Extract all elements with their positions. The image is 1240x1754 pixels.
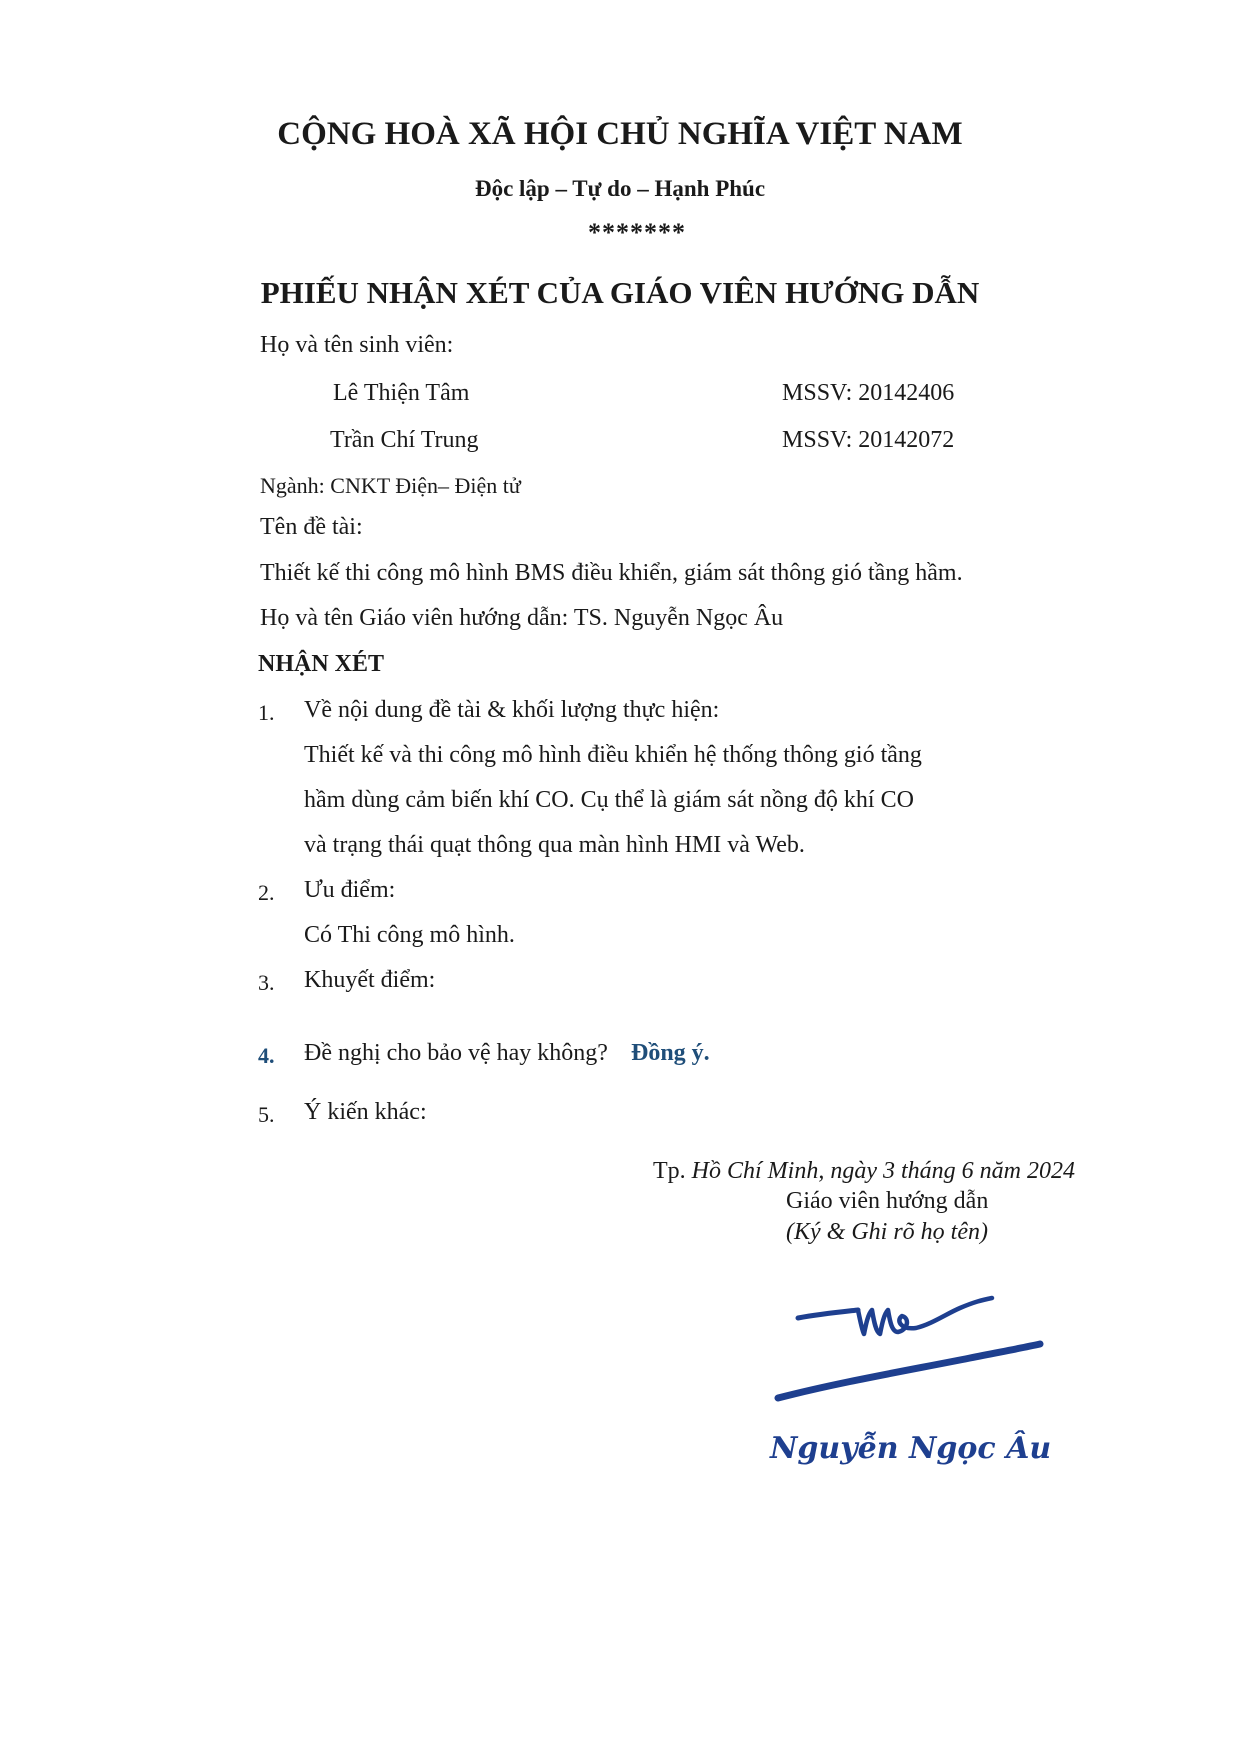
signature-note: (Ký & Ghi rõ họ tên) (786, 1219, 988, 1245)
place-prefix: Tp. (653, 1158, 686, 1184)
item-2-label: Ưu điểm: (304, 877, 396, 903)
national-motto: Độc lập – Tự do – Hạnh Phúc (474, 176, 766, 201)
content-line-1: Thiết kế và thi công mô hình điều khiển hệ thống thông gió tầng (304, 742, 922, 768)
defense-answer: Đồng ý. (631, 1040, 710, 1066)
student-id-1: MSSV: 20142406 (782, 380, 955, 406)
students-label: Họ và tên sinh viên: (260, 332, 454, 358)
student-name-1: Lê Thiện Tâm (333, 380, 470, 406)
content-line-3: và trạng thái quạt thông qua màn hình HMI và Web. (304, 832, 805, 858)
form-title: PHIẾU NHẬN XÉT CỦA GIÁO VIÊN HƯỚNG DẪN (260, 275, 980, 310)
content-line-2: hầm dùng cảm biến khí CO. Cụ thể là giám sát nồng độ khí CO (304, 787, 914, 813)
signed-name: Nguyễn Ngọc Âu (770, 1431, 1052, 1466)
date-line (653, 1158, 1075, 1185)
item-3-number: 3. (258, 970, 275, 995)
strength-text: Có Thi công mô hình. (304, 922, 515, 948)
topic-label: Tên đề tài: (260, 514, 363, 540)
advisor-line: Họ và tên Giáo viên hướng dẫn: TS. Nguyễn Ngọc Âu (260, 605, 784, 631)
student-id-2: MSSV: 20142072 (782, 427, 955, 453)
item-2-number: 2. (258, 880, 275, 905)
item-1-number: 1. (258, 700, 275, 725)
major-line: Ngành: CNKT Điện– Điện tử (260, 473, 521, 498)
item-3-label: Khuyết điểm: (304, 967, 436, 993)
place-date: Hồ Chí Minh, ngày 3 tháng 6 năm 2024 (691, 1158, 1075, 1184)
item-5-label: Ý kiến khác: (304, 1099, 427, 1125)
student-name-2: Trần Chí Trung (330, 427, 479, 453)
nation-header: CỘNG HOÀ XÃ HỘI CHỦ NGHĨA VIỆT NAM (277, 116, 963, 152)
item-1-label: Về nội dung đề tài & khối lượng thực hiện: (304, 697, 720, 723)
review-heading: NHẬN XÉT (258, 651, 385, 677)
item-5-number: 5. (258, 1102, 275, 1127)
signer-role: Giáo viên hướng dẫn (786, 1188, 989, 1214)
item-4-number: 4. (258, 1043, 275, 1068)
item-4-label: Đề nghị cho bảo vệ hay không? (304, 1040, 608, 1066)
topic-text: Thiết kế thi công mô hình BMS điều khiển, giám sát thông gió tầng hầm. (260, 560, 963, 586)
separator-stars: ******* (588, 218, 686, 247)
handwritten-signature (760, 1290, 1060, 1490)
